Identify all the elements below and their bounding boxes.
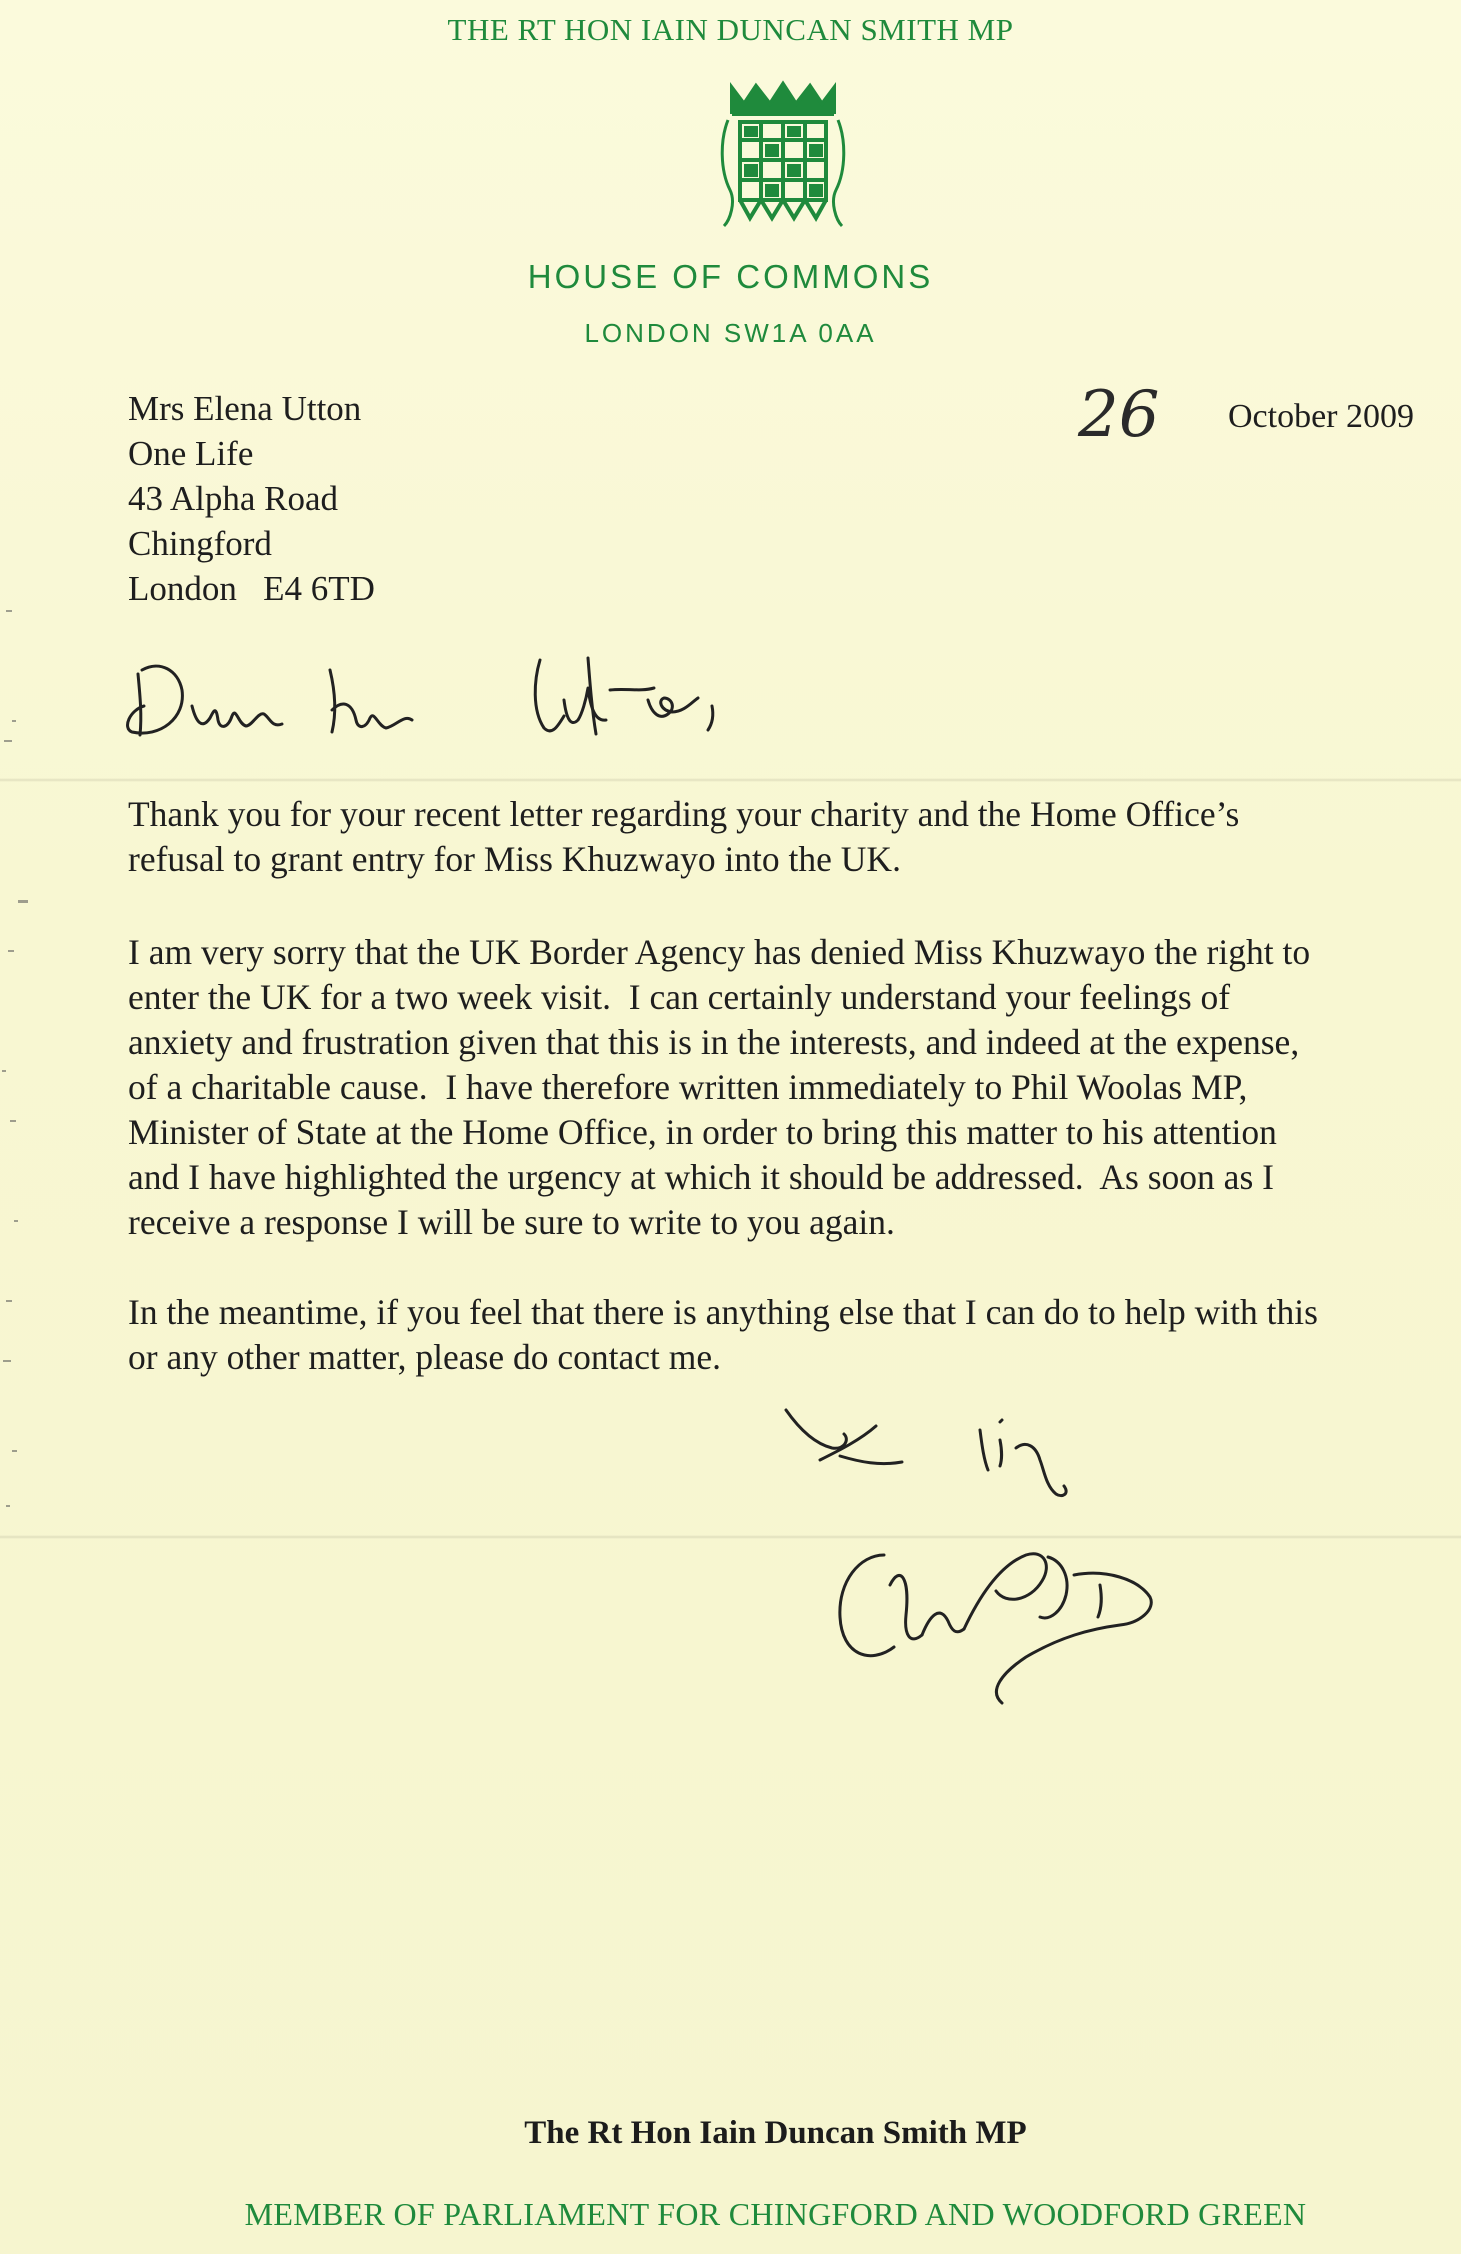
handwritten-closing: [780, 1390, 1160, 1530]
body-line: I am very sorry that the UK Border Agency has denied Miss Khuzwayo the right to: [128, 932, 1311, 972]
body-line: or any other matter, please do contact me.: [128, 1337, 721, 1377]
body-line: In the meantime, if you feel that there is anything else that I can do to help with this: [128, 1292, 1318, 1332]
letterhead-address: LONDON SW1A 0AA: [584, 318, 877, 348]
body-line: and I have highlighted the urgency at which it should be addressed. As soon as I: [128, 1157, 1274, 1197]
salutation-text: Dear Mrs Utton,: [120, 758, 127, 759]
recipient-address-line: Mrs Elena Utton: [128, 389, 362, 428]
recipient-address-line: Chingford: [128, 524, 272, 563]
closing-text: Yours sincerely,: [780, 1529, 787, 1530]
paper-fold: [0, 1535, 1461, 1539]
signature-text: Iain: [830, 1714, 832, 1715]
body-paragraph-1: [128, 792, 1448, 882]
letterhead-mp-name: THE RT HON IAIN DUNCAN SMITH MP: [447, 12, 1014, 47]
body-line: receive a response I will be sure to write to you again.: [128, 1202, 895, 1242]
recipient-address: [128, 386, 375, 611]
scan-specks: [0, 600, 40, 1700]
paper-fold: [0, 778, 1461, 782]
body-line: anxiety and frustration given that this is in the interests, and indeed at the expense,: [128, 1022, 1300, 1062]
portcullis-icon: [718, 80, 848, 230]
date-month-year: October 2009: [1228, 398, 1415, 435]
body-paragraph-2: [128, 930, 1448, 1245]
body-paragraph-3: [128, 1290, 1448, 1380]
letter-date: [1060, 378, 1460, 452]
body-line: Minister of State at the Home Office, in order to bring this matter to his attention: [128, 1112, 1277, 1152]
body-line: of a charitable cause. I have therefore written immediately to Phil Woolas MP,: [128, 1067, 1248, 1107]
footer-mp-name: The Rt Hon Iain Duncan Smith MP: [524, 2115, 1027, 2151]
date-day-handwritten: 26: [1078, 378, 1160, 452]
body-line: Thank you for your recent letter regarding your charity and the Home Office’s: [128, 794, 1240, 834]
letterhead-house: HOUSE OF COMMONS: [527, 258, 934, 295]
footer-constituency: MEMBER OF PARLIAMENT FOR CHINGFORD AND WOODFORD GREEN: [244, 2196, 1307, 2232]
handwritten-signature: [830, 1525, 1230, 1715]
recipient-address-line: One Life: [128, 434, 254, 473]
recipient-address-line: 43 Alpha Road: [128, 479, 338, 518]
recipient-address-line: London E4 6TD: [128, 569, 375, 608]
body-line: enter the UK for a two week visit. I can certainly understand your feelings of: [128, 977, 1231, 1017]
body-line: refusal to grant entry for Miss Khuzwayo into the UK.: [128, 839, 901, 879]
handwritten-salutation: [120, 640, 800, 760]
